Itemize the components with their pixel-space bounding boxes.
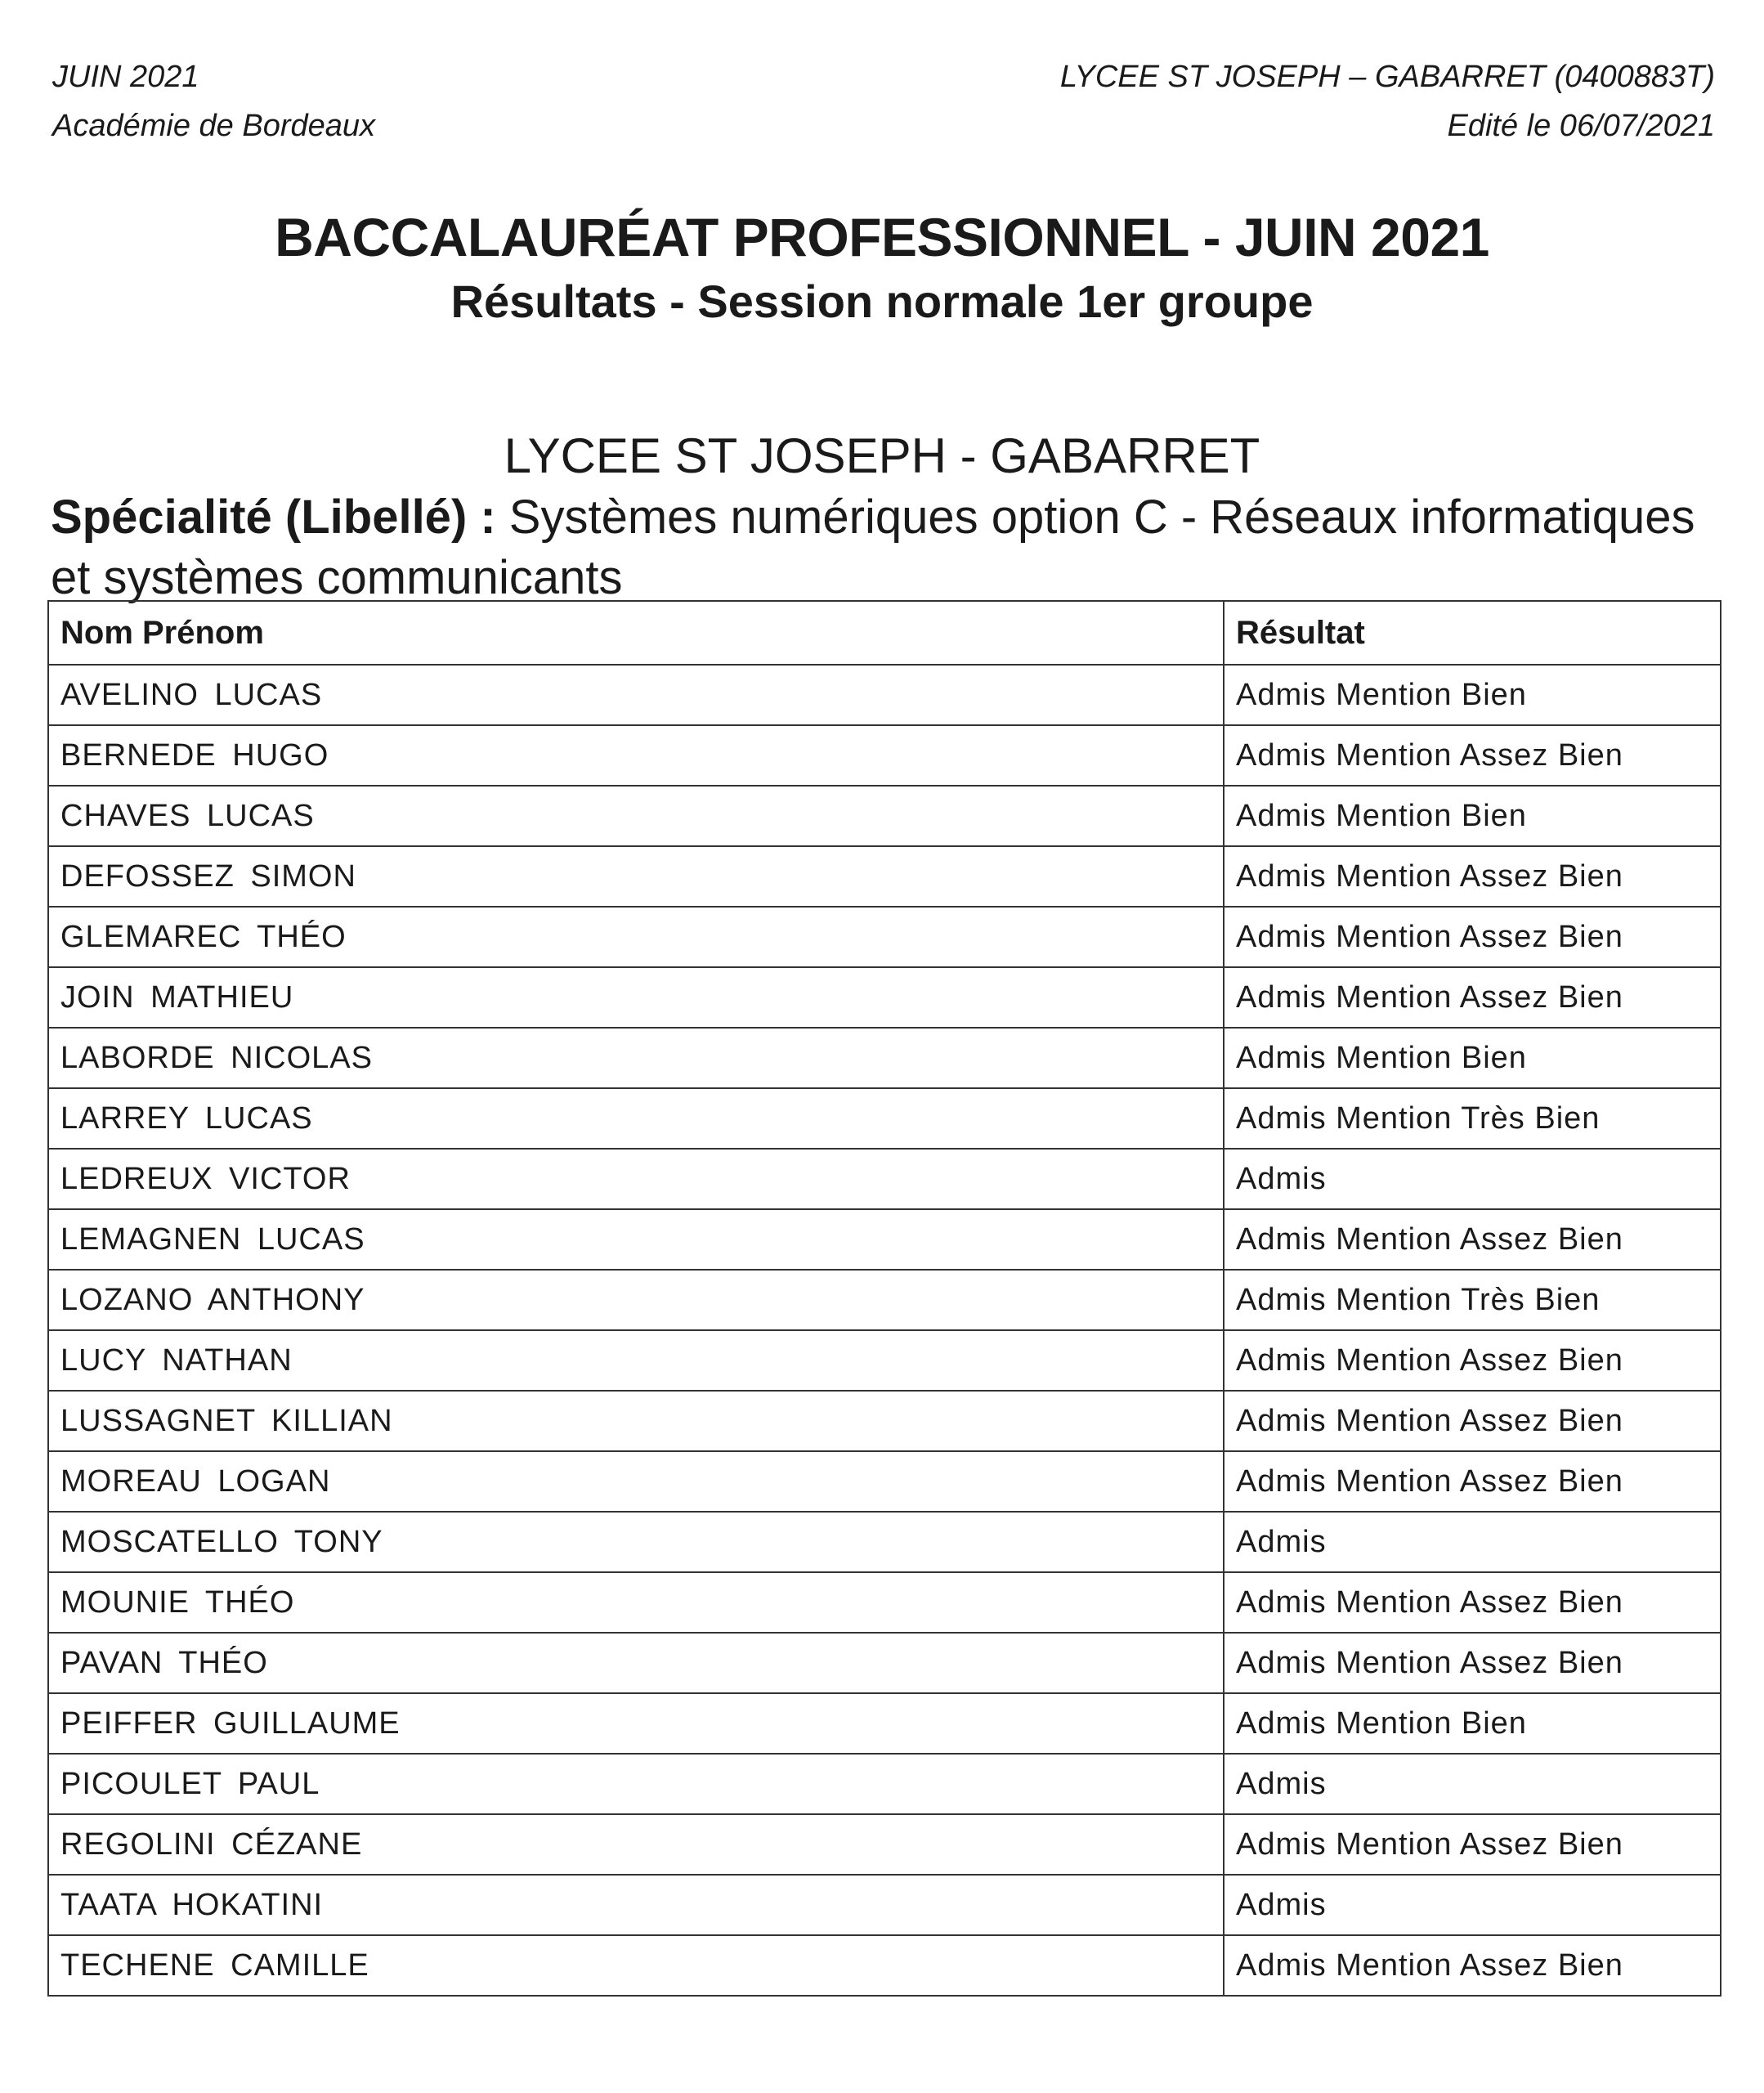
result-cell: Admis Mention Assez Bien: [1224, 1572, 1721, 1633]
student-name-cell: LARREY LUCAS: [48, 1088, 1224, 1149]
student-name-cell: LEDREUX VICTOR: [48, 1149, 1224, 1209]
student-name-cell: REGOLINI CÉZANE: [48, 1814, 1224, 1875]
page-subtitle: Résultats - Session normale 1er groupe: [450, 276, 1314, 327]
table-row: [48, 1149, 1721, 1209]
student-name-cell: CHAVES LUCAS: [48, 786, 1224, 846]
student-name-cell: LOZANO ANTHONY: [48, 1270, 1224, 1330]
table-row: [48, 907, 1721, 967]
student-name-cell: LUCY NATHAN: [48, 1330, 1224, 1391]
academy-name: Académie de Bordeaux: [52, 109, 376, 143]
page-title: BACCALAURÉAT PROFESSIONNEL - JUIN 2021: [275, 207, 1489, 267]
result-cell: Admis: [1224, 1754, 1721, 1814]
student-name-cell: TAATA HOKATINI: [48, 1875, 1224, 1935]
result-cell: Admis Mention Assez Bien: [1224, 1814, 1721, 1875]
student-name-cell: MOSCATELLO TONY: [48, 1512, 1224, 1572]
student-name-cell: MOREAU LOGAN: [48, 1451, 1224, 1512]
result-cell: Admis Mention Bien: [1224, 1693, 1721, 1754]
result-cell: Admis Mention Assez Bien: [1224, 907, 1721, 967]
table-row: [48, 1693, 1721, 1754]
result-cell: Admis Mention Bien: [1224, 665, 1721, 725]
table-row: [48, 1088, 1721, 1149]
table-row: [48, 1814, 1721, 1875]
result-cell: Admis Mention Assez Bien: [1224, 1330, 1721, 1391]
student-name-cell: AVELINO LUCAS: [48, 665, 1224, 725]
student-name-cell: LUSSAGNET KILLIAN: [48, 1391, 1224, 1451]
result-cell: Admis Mention Assez Bien: [1224, 725, 1721, 786]
result-cell: Admis: [1224, 1149, 1721, 1209]
table-row: [48, 1391, 1721, 1451]
table-row: [48, 1633, 1721, 1693]
header-left: [52, 52, 375, 150]
result-cell: Admis Mention Assez Bien: [1224, 846, 1721, 907]
results-table: [47, 600, 1721, 1997]
student-name-cell: DEFOSSEZ SIMON: [48, 846, 1224, 907]
school-code-line: LYCEE ST JOSEPH – GABARRET (0400883T): [1059, 60, 1715, 94]
table-row: [48, 1270, 1721, 1330]
result-cell: Admis: [1224, 1875, 1721, 1935]
table-row: [48, 1028, 1721, 1088]
student-name-cell: LABORDE NICOLAS: [48, 1028, 1224, 1088]
school-name: LYCEE ST JOSEPH - GABARRET: [504, 428, 1260, 483]
result-cell: Admis Mention Bien: [1224, 786, 1721, 846]
student-name-cell: LEMAGNEN LUCAS: [48, 1209, 1224, 1270]
header-right: [1060, 52, 1715, 150]
result-cell: Admis Mention Assez Bien: [1224, 967, 1721, 1028]
table-row: [48, 1512, 1721, 1572]
results-table-body: [48, 665, 1721, 1996]
column-header-name: Nom Prénom: [48, 601, 1224, 665]
result-cell: Admis Mention Assez Bien: [1224, 1935, 1721, 1996]
result-cell: Admis Mention Assez Bien: [1224, 1209, 1721, 1270]
result-cell: Admis Mention Assez Bien: [1224, 1451, 1721, 1512]
session-date: JUIN 2021: [52, 60, 199, 94]
result-cell: Admis: [1224, 1512, 1721, 1572]
table-header-row: [48, 601, 1721, 665]
column-header-result: Résultat: [1224, 601, 1721, 665]
speciality-line: [51, 487, 1718, 608]
table-row: [48, 1330, 1721, 1391]
result-cell: Admis Mention Très Bien: [1224, 1088, 1721, 1149]
student-name-cell: TECHENE CAMILLE: [48, 1935, 1224, 1996]
table-row: [48, 1754, 1721, 1814]
table-row: [48, 725, 1721, 786]
student-name-cell: PICOULET PAUL: [48, 1754, 1224, 1814]
table-row: [48, 1572, 1721, 1633]
student-name-cell: JOIN MATHIEU: [48, 967, 1224, 1028]
student-name-cell: GLEMAREC THÉO: [48, 907, 1224, 967]
speciality-value: Systèmes numériques option C - Réseaux informatiques et systèmes communicants: [51, 491, 1695, 604]
result-cell: Admis Mention Très Bien: [1224, 1270, 1721, 1330]
table-row: [48, 1209, 1721, 1270]
result-cell: Admis Mention Assez Bien: [1224, 1391, 1721, 1451]
table-row: [48, 967, 1721, 1028]
student-name-cell: MOUNIE THÉO: [48, 1572, 1224, 1633]
result-cell: Admis Mention Assez Bien: [1224, 1633, 1721, 1693]
result-cell: Admis Mention Bien: [1224, 1028, 1721, 1088]
student-name-cell: PEIFFER GUILLAUME: [48, 1693, 1224, 1754]
table-row: [48, 1451, 1721, 1512]
student-name-cell: PAVAN THÉO: [48, 1633, 1224, 1693]
speciality-label: Spécialité (Libellé) :: [51, 491, 496, 544]
table-row: [48, 1935, 1721, 1996]
student-name-cell: BERNEDE HUGO: [48, 725, 1224, 786]
edit-date: Edité le 06/07/2021: [1447, 109, 1715, 143]
table-row: [48, 665, 1721, 725]
table-row: [48, 786, 1721, 846]
table-row: [48, 846, 1721, 907]
table-row: [48, 1875, 1721, 1935]
